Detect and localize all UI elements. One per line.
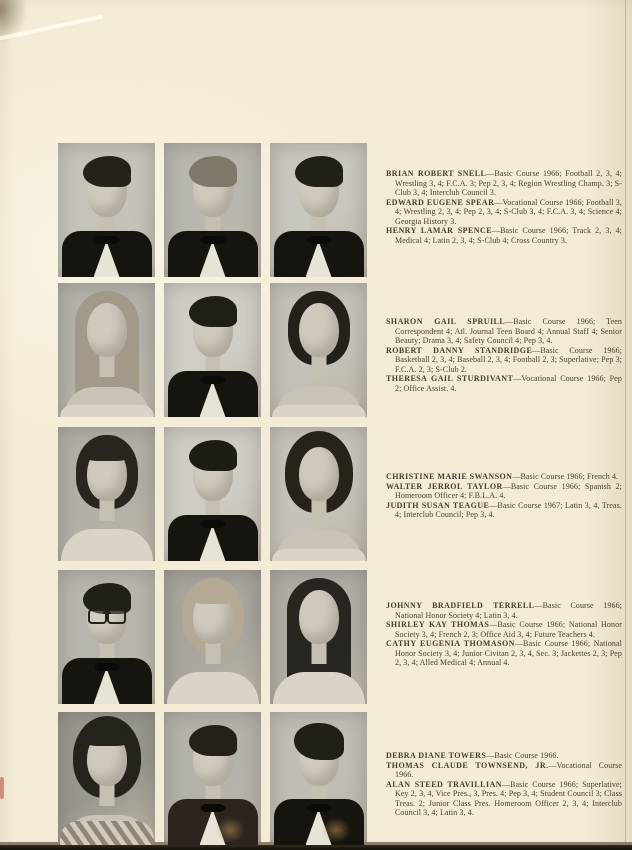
portrait-hair — [189, 296, 237, 327]
student-name: THOMAS CLAUDE TOWNSEND, JR. — [386, 760, 549, 770]
portrait-theresa-gail-sturdivant — [270, 283, 367, 417]
entries-block — [386, 601, 622, 668]
student-activities: —Basic Course 1966; National Honor Society 3, 4; Junior Civitan 2, 3, 4, Sec. 3; Jackettes 2, 3; Pep 2, 3, 4; Alled Medical 4; Annual 4. — [395, 639, 622, 667]
student-name: SHIRLEY KAY THOMAS — [386, 620, 490, 629]
student-name: CATHY EUGENIA THOMASON — [386, 639, 515, 648]
yearbook-entry — [386, 761, 622, 780]
student-activities: —Basic Course 1966; Spanish 2; Homeroom Officer 4; F.B.L.A. 4. — [395, 481, 623, 500]
yearbook-entry — [386, 226, 622, 245]
portrait-shirley-kay-thomas — [164, 570, 261, 704]
entries-block — [386, 317, 622, 393]
yearbook-row — [0, 143, 632, 277]
portrait-hair — [189, 440, 237, 471]
entries-block — [386, 169, 622, 245]
yearbook-entry — [386, 346, 622, 375]
yearbook-row — [0, 570, 632, 705]
portrait-bangs — [85, 442, 129, 461]
student-name: HENRY LAMAR SPENCE — [386, 226, 493, 235]
portrait-walter-jerrol-taylor — [164, 427, 261, 561]
student-activities: —Basic Course 1967; Latin 3, 4, Treas. 4; Interclub Council; Pep 3, 4. — [395, 500, 622, 519]
portrait-bowtie — [203, 376, 222, 384]
student-name: EDWARD EUGENE SPEAR — [386, 197, 495, 207]
student-name: WALTER JERROL TAYLOR — [386, 481, 503, 491]
student-name: SHARON GAIL SPRUILL — [386, 317, 506, 326]
student-name: ALAN STEED TRAVILLIAN — [386, 779, 502, 789]
portrait-thomas-claude-townsend-jr — [164, 712, 261, 845]
portrait-gown — [167, 672, 259, 704]
photo-stain — [321, 817, 351, 843]
student-activities: —Vocational Course 1966; Pep 2; Office Assist. 4. — [395, 374, 622, 393]
student-name: JOHNNY BRADFIELD TERRELL — [386, 601, 535, 610]
portrait-hair — [189, 725, 237, 756]
student-activities: —Basic Course 1966; National Honor Society 3, 4; French 2, 3; Office Aid 3, 4; Future Teachers 4. — [395, 620, 622, 639]
student-activities: —Basic Course 1966; Basketball 2, 3, 4; Baseball 2, 3, 4; Football 2, 3; Superlative; Pep 3; F.C.A. 2, 3; S-Club 2. — [395, 345, 622, 374]
yearbook-entry — [386, 472, 622, 482]
portrait-bowtie — [309, 804, 328, 812]
yearbook-entry — [386, 198, 622, 227]
entries-block — [386, 751, 622, 818]
student-activities: —Basic Course 1966; French 4. — [512, 472, 619, 481]
portrait-bangs — [85, 727, 129, 746]
portrait-gown — [272, 405, 366, 417]
student-activities: —Basic Course 1966; National Honor Society 4; Latin 3, 4. — [395, 601, 622, 620]
portrait-gown — [60, 821, 154, 845]
yearbook-entry — [386, 482, 622, 501]
yearbook-entry — [386, 501, 622, 520]
portrait-johnny-bradfield-terrell — [58, 570, 155, 704]
yearbook-row — [0, 427, 632, 562]
portrait-hair — [83, 156, 131, 187]
portrait-judith-susan-teague — [270, 427, 367, 561]
portrait-cathy-eugenia-thomason — [270, 570, 367, 704]
portrait-hair — [189, 156, 237, 187]
portrait-henry-lamar-spence — [270, 143, 367, 277]
yearbook-row — [0, 712, 632, 845]
portrait-robert-danny-standridge — [164, 283, 261, 417]
page-bottom-edge — [0, 845, 632, 850]
portrait-bangs — [191, 585, 235, 604]
yearbook-entry — [386, 620, 622, 639]
yearbook-entry — [386, 780, 622, 818]
portrait-bowtie — [203, 804, 222, 812]
student-name: THERESA GAIL STURDIVANT — [386, 374, 514, 383]
yearbook-entry — [386, 601, 622, 620]
yearbook-entry — [386, 317, 622, 346]
student-activities: —Basic Course 1966; Superlative; Key 2, 3, 4, Vice Pres., 3, Pres. 4; Pep 3, 4; Student Council 3; Class Treas. 2; Junior Class Pres. Homeroom Officer 2, 3, 4; Interclub Council 3, 4; Latin 3, 4. — [395, 779, 622, 817]
student-name: JUDITH SUSAN TEAGUE — [386, 500, 490, 510]
portrait-gown — [273, 672, 365, 704]
portrait-face — [299, 447, 339, 501]
portrait-gown — [272, 549, 366, 561]
portrait-brian-robert-snell — [58, 143, 155, 277]
portrait-gown — [61, 529, 153, 561]
portrait-bowtie — [97, 663, 116, 671]
student-activities: —Basic Course 1966; Teen Correspondent 4; Atl. Journal Teen Board 4; Annual Staff 4; Senior Beauty; Drama 3, 4; Safety Council 4; Pep 3, 4. — [395, 317, 622, 345]
photo-stain — [215, 817, 245, 843]
portrait-hair — [294, 723, 344, 760]
portrait-bowtie — [203, 236, 222, 244]
yearbook-entry — [386, 751, 622, 761]
portrait-sharon-gail-spruill — [58, 283, 155, 417]
student-name: CHRISTINE MARIE SWANSON — [386, 472, 513, 481]
student-name: DEBRA DIANE TOWERS — [386, 751, 487, 760]
portrait-face — [299, 303, 339, 357]
yearbook-row — [0, 283, 632, 418]
portrait-face — [87, 303, 127, 357]
portrait-face — [299, 590, 339, 644]
portrait-alan-steed-travillian — [270, 712, 367, 845]
student-activities: —Vocational Course 1966; Football 3, 4; Wrestling 2, 3, 4; Pep 2, 3, 4; S-Club 3, 4; F.C.A. 3, 4; Science 4; Georgia History 3. — [395, 197, 622, 226]
student-activities: —Basic Course 1966; Football 2, 3, 4; Wrestling 3, 4; F.C.A. 3; Pep 2, 3, 4; Region Wrestling Champ. 3; S-Club 3, 4; Interclub Council 3. — [395, 169, 622, 197]
portrait-edward-eugene-spear — [164, 143, 261, 277]
portrait-gown — [60, 405, 154, 417]
student-name: ROBERT DANNY STANDRIDGE — [386, 345, 533, 355]
student-name: BRIAN ROBERT SNELL — [386, 169, 487, 178]
entries-block — [386, 472, 622, 520]
portrait-bowtie — [97, 236, 116, 244]
portrait-bowtie — [203, 520, 222, 528]
yearbook-entry — [386, 169, 622, 198]
portrait-debra-diane-towers — [58, 712, 155, 845]
student-activities: —Vocational Course 1966. — [395, 760, 622, 779]
portrait-hair — [295, 156, 343, 187]
glasses-icon — [86, 609, 128, 622]
student-activities: —Basic Course 1966. — [486, 751, 559, 760]
yearbook-entry — [386, 639, 622, 668]
student-activities: —Basic Course 1966; Track 2, 3, 4; Medical 4; Latin 2, 3, 4; S-Club 4; Cross Country 3. — [395, 226, 622, 245]
portrait-christine-marie-swanson — [58, 427, 155, 561]
yearbook-entry — [386, 374, 622, 393]
portrait-bowtie — [309, 236, 328, 244]
